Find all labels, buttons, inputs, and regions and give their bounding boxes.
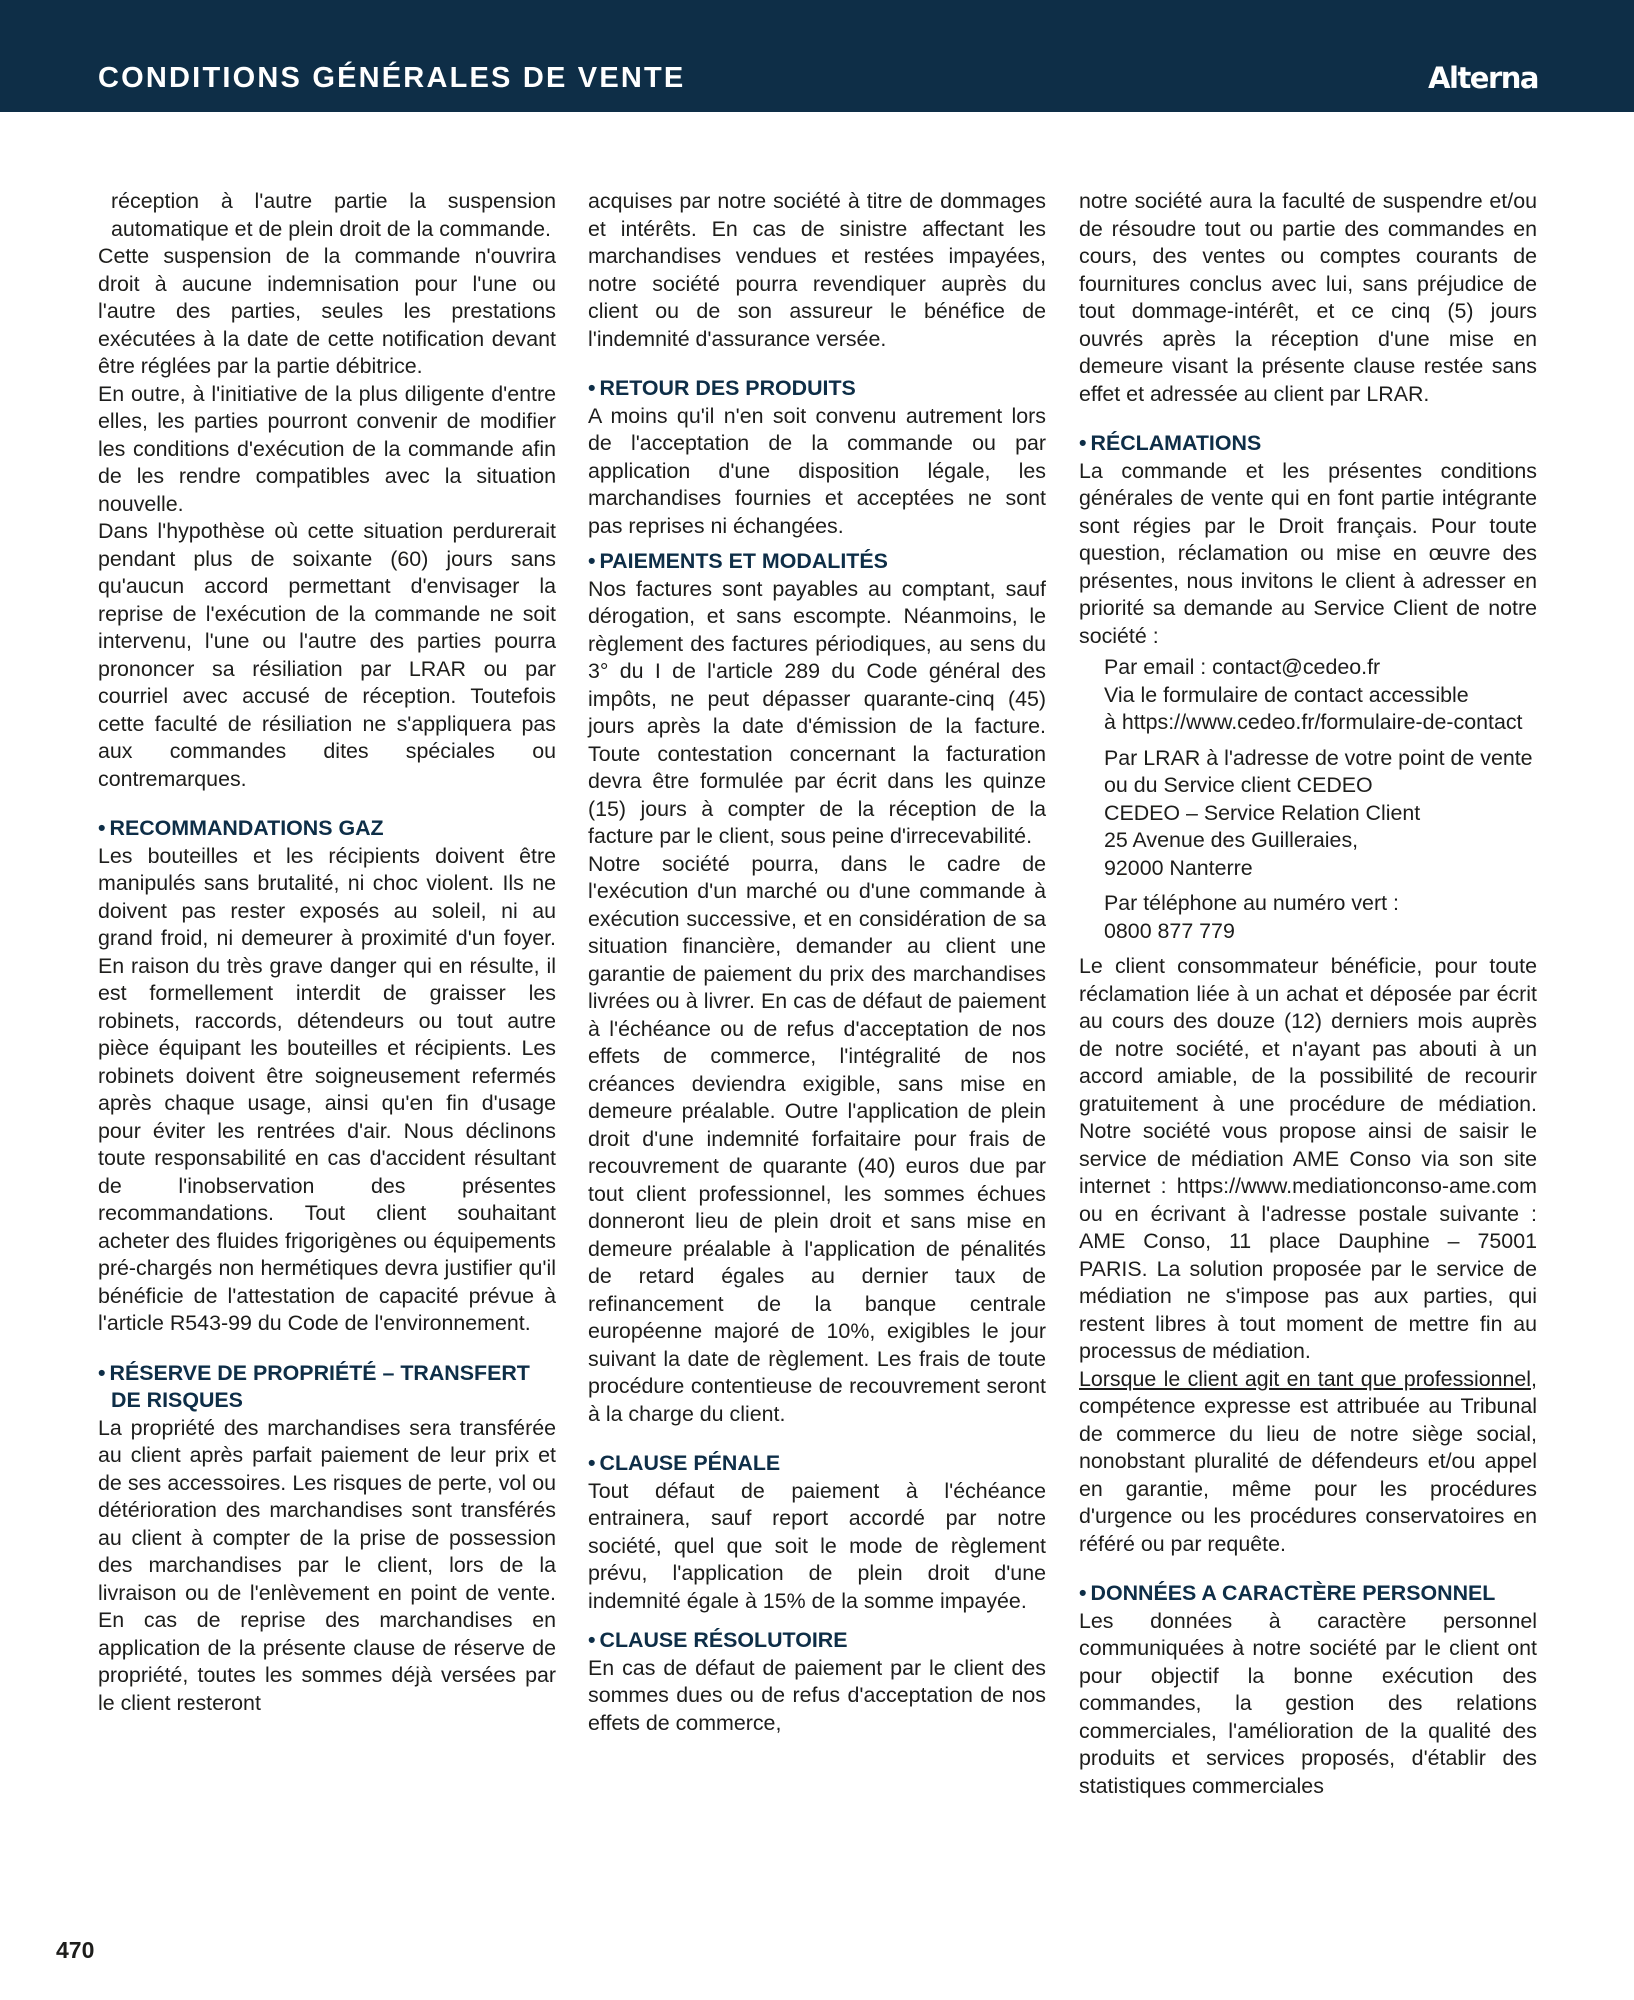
contact-form-link: à https://www.cedeo.fr/formulaire-de-contact xyxy=(1104,710,1523,734)
column-1 xyxy=(98,188,556,1717)
section-heading-donnees: • DONNÉES A CARACTÈRE PERSONNEL xyxy=(1079,1581,1496,1605)
paragraph: Le client consommateur bénéficie, pour toute réclamation liée à un achat et déposée par écrit au cours des douze (12) derniers mois auprès de notre société, et n'ayant pas abouti à un accord amiable, de la possibilité de recourir gratuitement à une procédure de médiation. Notre société vous propose ainsi de saisir le service de médiation AME Conso via son site internet : https://www.mediationconso-ame.com ou en écrivant à l'adresse postale suivante : AME Conso, 11 place Dauphine – 75001 PARIS. La solution proposée par le service de médiation ne s'impose pas aux parties, qui restent libres à tout moment de mettre fin au processus de médiation. xyxy=(1079,954,1537,1363)
contact-phone-line: Par téléphone au numéro vert : xyxy=(1104,891,1399,915)
section-heading-retour: • RETOUR DES PRODUITS xyxy=(588,376,856,400)
paragraph: Dans l'hypothèse où cette situation perdurerait pendant plus de soixante (60) jours sans qu'aucun accord permettant d'envisager la reprise de l'exécution de la commande ne soit intervenu, l'une ou l'autre des parties pourra prononcer sa résiliation par LRAR ou par courriel avec accusé de réception. Toutefois cette faculté de résiliation ne s'appliquera pas aux commandes dites spéciales ou contremarques. xyxy=(98,519,556,791)
contact-email: Par email : contact@cedeo.fr xyxy=(1104,655,1381,679)
section-heading-gaz: • RECOMMANDATIONS GAZ xyxy=(98,816,384,840)
paragraph: Les données à caractère personnel communiquées à notre société par le client ont pour objectif la bonne exécution des commandes, la gestion des relations commerciales, l'amélioration de la qualité des produits et services proposés, d'établir des statistiques commerciales xyxy=(1079,1608,1537,1798)
column-3 xyxy=(1079,188,1537,1800)
paragraph: Cette suspension de la commande n'ouvrira droit à aucune indemnisation pour l'une ou l'autre des parties, seules les prestations exécutées à la date de cette notification devant être réglées par la partie débitrice. xyxy=(98,244,556,378)
paragraph: réception à l'autre partie la suspension automatique et de plein droit de la commande. xyxy=(111,189,556,241)
paragraph: Les bouteilles et les récipients doivent être manipulés sans brutalité, ni choc violent. Ils ne doivent pas rester exposés au soleil, ni au grand froid, ni demeurer à proximité d'un foyer. En raison du très grave danger qui en résulte, il est formellement interdit de graisser les robinets, raccords, détendeurs ou tout autre pièce équipant les bouteilles et récipients. Les robinets doivent être soigneusement refermés après chaque usage, ainsi qu'en fin d'usage pour éviter les rentrées d'air. Nous déclinons toute responsabilité en cas d'accident résultant de l'inobservation des présentes recommandations. Tout client souhaitant acheter des fluides frigorigènes ou équipements pré-chargés non hermétiques devra justifier qu'il bénéficie de l'attestation de capacité prévue à l'article R543-99 du Code de l'environnement. xyxy=(98,843,556,1335)
contact-lrar-line: 92000 Nanterre xyxy=(1104,855,1253,880)
page-header xyxy=(0,0,1634,112)
contact-lrar-line: 25 Avenue des Guilleraies, xyxy=(1104,828,1359,852)
section-heading-paiements: • PAIEMENTS ET MODALITÉS xyxy=(588,549,888,573)
paragraph: acquises par notre société à titre de dommages et intérêts. En cas de sinistre affectant les marchandises vendues et restées impayées, notre société pourra revendiquer auprès du client ou de son assureur le bénéfice de l'indemnité d'assurance versée. xyxy=(588,189,1046,351)
section-heading-penale: • CLAUSE PÉNALE xyxy=(588,1451,781,1475)
section-heading-reclamations: • RÉCLAMATIONS xyxy=(1079,431,1262,455)
paragraph: Lorsque le client agit en tant que professionnel, compétence expresse est attribuée au Tribunal de commerce du lieu de notre siège social, nonobstant pluralité de défendeurs et/ou appel en garantie, même pour les procédures d'urgence ou les procédures conservatoires en référé ou par requête. xyxy=(1079,1366,1537,1556)
paragraph: notre société aura la faculté de suspendre et/ou de résoudre tout ou partie des commandes en cours, des ventes ou comptes courants de fournitures conclus avec lui, sans préjudice de tout dommage-intérêt, et ce cinq (5) jours ouvrés après la réception d'une mise en demeure visant la présente clause restée sans effet et adressée au client par LRAR. xyxy=(1079,189,1537,406)
paragraph: Tout défaut de paiement à l'échéance entrainera, sauf report accordé par notre société, quel que soit le mode de règlement prévu, l'application de plein droit d'une indemnité égale à 15% de la somme impayée. xyxy=(588,1478,1046,1613)
contact-phone-number: 0800 877 779 xyxy=(1104,918,1235,943)
paragraph: A moins qu'il n'en soit convenu autrement lors de l'acceptation de la commande ou par application d'une disposition légale, les marchandises fournies et acceptées ne sont pas reprises ni échangées. xyxy=(588,403,1046,538)
paragraph: En cas de défaut de paiement par le client des sommes dues ou de refus d'acceptation de nos effets de commerce, xyxy=(588,1655,1046,1735)
section-heading-reserve: • RÉSERVE DE PROPRIÉTÉ – TRANSFERT DE RISQUES xyxy=(98,1360,530,1412)
section-heading-resolutoire: • CLAUSE RÉSOLUTOIRE xyxy=(588,1628,848,1652)
contact-list xyxy=(1104,654,1537,945)
page-title: CONDITIONS GÉNÉRALES DE VENTE xyxy=(98,62,686,94)
page-number: 470 xyxy=(56,1937,95,1963)
paragraph: La propriété des marchandises sera transférée au client après parfait paiement de leur prix et de ses accessoires. Les risques de perte, vol ou détérioration des marchandises sont transférés au client à compter de la prise de possession des marchandises par le client, lors de la livraison ou de l'enlèvement en point de vente. En cas de reprise des marchandises en application de la présente clause de réserve de propriété, toutes les sommes déjà versées par le client resteront xyxy=(98,1415,556,1715)
brand-logo: Alterna xyxy=(1428,61,1538,95)
underlined-text: Lorsque le client agit en tant que professionnel, xyxy=(1079,1366,1537,1391)
paragraph: La commande et les présentes conditions générales de vente qui en font partie intégrante sont régies par le Droit français. Pour toute question, réclamation ou mise en œuvre des présentes, nous invitons le client à adresser en priorité sa demande au Service Client de notre société : xyxy=(1079,458,1537,648)
paragraph: Notre société pourra, dans le cadre de l'exécution d'un marché ou d'une commande à exécution successive, et en considération de sa situation financière, demander au client une garantie de paiement du prix des marchandises livrées ou à livrer. En cas de défaut de paiement à l'échéance ou de refus d'acceptation de nos effets de commerce, l'intégralité de nos créances deviendra exigible, sans mise en demeure préalable. Outre l'application de plein droit d'une indemnité forfaitaire pour frais de recouvrement de quarante (40) euros due par tout client professionnel, les sommes échues donneront lieu de plein droit et sans mise en demeure préalable à l'application de pénalités de retard égales au dernier taux de refinancement de la banque centrale européenne majoré de 10%, exigibles le jour suivant la date de règlement. Les frais de toute procédure contentieuse de recouvrement seront à la charge du client. xyxy=(588,851,1046,1426)
contact-lrar-line: CEDEO – Service Relation Client xyxy=(1104,800,1421,825)
contact-form-line: Via le formulaire de contact accessible xyxy=(1104,682,1469,707)
paragraph: Nos factures sont payables au comptant, sauf dérogation, et sans escompte. Néanmoins, le règlement des factures périodiques, au sens du 3° du I de l'article 289 du Code général des impôts, ne peut dépasser quarante-cinq (45) jours après la date d'émission de la facture. Toute contestation concernant la facturation devra être formulée par écrit dans les quinze (15) jours à compter de la réception de la facture par le client, sous peine d'irrecevabilité. xyxy=(588,576,1046,848)
column-2 xyxy=(588,188,1046,1737)
paragraph: En outre, à l'initiative de la plus diligente d'entre elles, les parties pourront convenir de modifier les conditions d'exécution de la commande afin de les rendre compatibles avec la situation nouvelle. xyxy=(98,381,556,516)
contact-lrar-line: Par LRAR à l'adresse de votre point de vente ou du Service client CEDEO xyxy=(1104,745,1533,797)
